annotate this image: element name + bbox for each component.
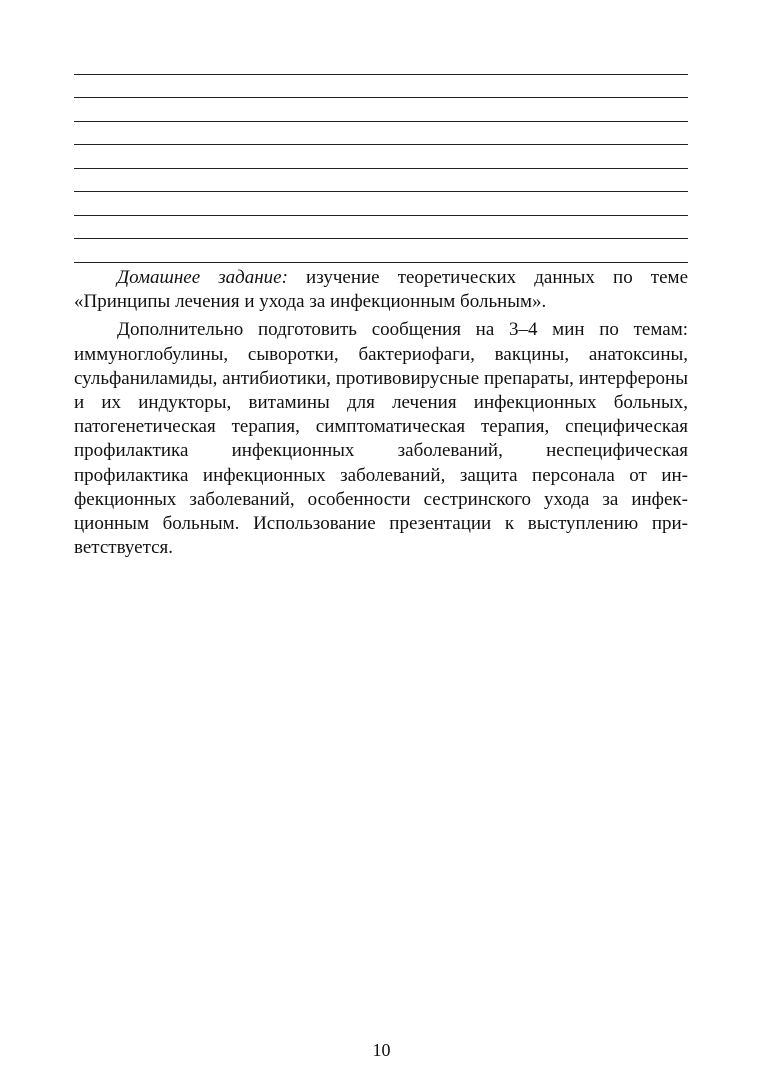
ruled-line <box>74 192 688 216</box>
ruled-line <box>74 75 688 99</box>
ruled-line <box>74 216 688 240</box>
ruled-line <box>74 122 688 146</box>
additional-assignment-paragraph: Дополнительно подготовить сообщения на 3–4 мин по темам: иммуноглобулины, сыворотки, бактериофаги, вакцины, анатоксины, сульфаниламиды, антибиотики, противовирусные препараты, интерфероны и их индукторы, витамины для лечения инфекционных больных, патогенетическая терапия, симптоматическая терапия, специфическая профилактика инфекционных заболеваний, неспецифическая профилактика инфекционных заболеваний, защита персонала от инфекционных заболеваний, особенности сестринского ухода за инфекционным больным. Использование презентации к выступлению приветствуется. <box>74 319 688 559</box>
blank-answer-lines <box>74 51 688 263</box>
homework-text: изучение теоретических данных по теме «Принципы лечения и ухода за инфекционным больным». <box>74 267 689 313</box>
ruled-line <box>74 98 688 122</box>
ruled-line <box>74 145 688 169</box>
ruled-line <box>74 169 688 193</box>
page-number: 10 <box>372 1040 391 1060</box>
page-body <box>74 266 688 560</box>
homework-paragraph <box>74 266 688 314</box>
ruled-line <box>74 51 688 75</box>
ruled-line <box>74 239 688 263</box>
homework-label: Домашнее задание: <box>117 267 288 288</box>
